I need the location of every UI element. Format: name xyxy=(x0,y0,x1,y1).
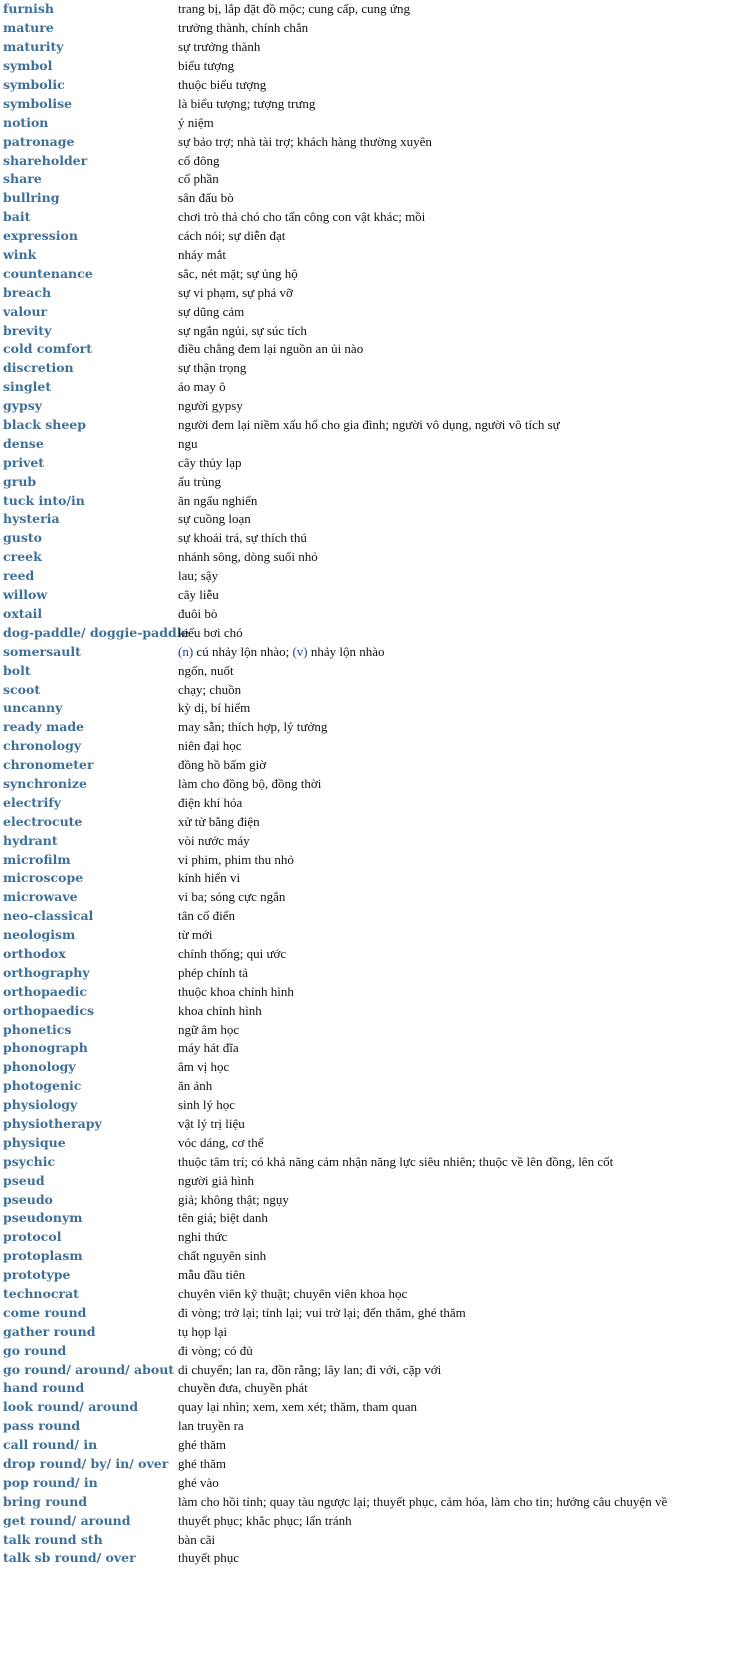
vocab-row xyxy=(0,1303,738,1322)
vocab-meaning: cách nói; sự diễn đạt xyxy=(178,228,286,244)
vocab-meaning: sự thận trọng xyxy=(178,360,247,376)
vocab-row xyxy=(0,1228,738,1247)
vocab-row xyxy=(0,227,738,246)
vocab-row xyxy=(0,359,738,378)
vocab-term: mature xyxy=(3,20,54,36)
vocab-meaning: áo may ô xyxy=(178,379,226,395)
vocab-meaning: cổ phần xyxy=(178,171,219,187)
vocab-row xyxy=(0,1511,738,1530)
vocab-term: phonology xyxy=(3,1059,76,1075)
vocab-row xyxy=(0,605,738,624)
vocab-term: pseud xyxy=(3,1172,45,1188)
vocab-row xyxy=(0,529,738,548)
vocab-term: patronage xyxy=(3,133,75,149)
vocab-row xyxy=(0,340,738,359)
vocab-term: grub xyxy=(3,473,37,489)
vocab-term: psychic xyxy=(3,1153,56,1169)
vocab-term: synchronize xyxy=(3,775,87,791)
vocab-meaning: bàn cãi xyxy=(178,1531,216,1547)
vocab-meaning: ngốn, nuốt xyxy=(178,662,234,678)
vocab-term: protoplasm xyxy=(3,1248,83,1264)
vocab-term: electrocute xyxy=(3,813,83,829)
vocab-meaning: quay lại nhìn; xem, xem xét; thăm, tham quan xyxy=(178,1399,418,1415)
vocab-meaning: sắc, nét mặt; sự ủng hộ xyxy=(178,265,298,281)
vocab-meaning: kính hiển vi xyxy=(178,870,241,886)
vocab-meaning: di chuyển; lan ra, đồn rằng; lây lan; đi với, cặp với xyxy=(178,1361,442,1377)
vocab-meaning: máy hát đĩa xyxy=(178,1040,239,1056)
vocab-term: wink xyxy=(3,247,37,263)
vocab-meaning: đi vòng; có đủ xyxy=(178,1342,253,1358)
vocab-row xyxy=(0,453,738,472)
vocab-meaning: người giả hình xyxy=(178,1172,255,1188)
vocab-meaning: chính thống; qui ước xyxy=(178,945,287,961)
vocab-meaning: ấu trùng xyxy=(178,473,221,489)
vocab-term: neo-classical xyxy=(3,908,94,924)
vocab-row xyxy=(0,151,738,170)
vocab-meaning: âm vị học xyxy=(178,1059,230,1075)
vocab-term: drop round/ by/ in/ over xyxy=(3,1456,169,1472)
meaning-segment: nhảy lộn nhào xyxy=(307,643,385,659)
vocab-term: notion xyxy=(3,114,49,130)
vocab-meaning: tân cổ điển xyxy=(178,908,236,924)
vocab-row xyxy=(0,57,738,76)
vocab-meaning: sự ngắn ngủi, sự súc tích xyxy=(178,322,307,338)
vocab-row xyxy=(0,548,738,567)
vocab-row xyxy=(0,1530,738,1549)
vocab-meaning: thuyết phục; khắc phục; lẩn tránh xyxy=(178,1512,352,1528)
vocab-term: uncanny xyxy=(3,700,63,716)
vocab-term: phonetics xyxy=(3,1021,72,1037)
vocab-term: privet xyxy=(3,454,45,470)
vocab-row xyxy=(0,642,738,661)
vocab-meaning: sự vi phạm, sự phá vỡ xyxy=(178,284,293,300)
vocab-meaning: ăn ảnh xyxy=(178,1078,213,1094)
vocab-meaning: xử tử bằng điện xyxy=(178,813,260,829)
vocab-row xyxy=(0,1455,738,1474)
vocab-term: bait xyxy=(3,209,31,225)
vocab-row xyxy=(0,1077,738,1096)
vocab-meaning: lan truyền ra xyxy=(178,1418,244,1434)
vocab-row xyxy=(0,472,738,491)
vocab-term: chronometer xyxy=(3,757,94,773)
vocab-meaning: ghé vào xyxy=(178,1474,219,1490)
vocab-term: orthodox xyxy=(3,945,66,961)
vocab-meaning: mẫu đầu tiên xyxy=(178,1267,246,1283)
vocab-term: microwave xyxy=(3,889,78,905)
vocab-term: microscope xyxy=(3,870,84,886)
vocab-meaning: ăn ngấu nghiến xyxy=(178,492,258,508)
vocab-term: gusto xyxy=(3,530,42,546)
vocab-meaning: kiểu bơi chó xyxy=(178,624,243,640)
vocab-row xyxy=(0,907,738,926)
vocab-term: orthography xyxy=(3,964,90,980)
vocab-meaning: tụ họp lại xyxy=(178,1323,228,1339)
vocab-term: neologism xyxy=(3,927,76,943)
vocab-term: phonograph xyxy=(3,1040,88,1056)
vocab-term: physique xyxy=(3,1134,66,1150)
vocab-term: expression xyxy=(3,228,78,244)
vocab-term: scoot xyxy=(3,681,41,697)
vocab-meaning: chạy; chuồn xyxy=(178,681,242,697)
vocab-meaning: điện khí hóa xyxy=(178,794,243,810)
vocab-row xyxy=(0,264,738,283)
vocab-meaning: biểu tượng xyxy=(178,58,235,74)
vocab-row xyxy=(0,1058,738,1077)
vocab-row xyxy=(0,1285,738,1304)
vocab-row xyxy=(0,491,738,510)
vocab-row xyxy=(0,1039,738,1058)
vocab-row xyxy=(0,812,738,831)
vocab-meaning: thuyết phục xyxy=(178,1550,240,1566)
vocab-row xyxy=(0,434,738,453)
vocab-meaning: ý niệm xyxy=(178,114,214,130)
vocab-meaning: đồng hồ bấm giờ xyxy=(178,757,267,773)
vocab-row xyxy=(0,982,738,1001)
vocab-term: brevity xyxy=(3,322,52,338)
vocab-row xyxy=(0,397,738,416)
vocab-meaning: làm cho hồi tỉnh; quay tàu ngược lại; thuyết phục, cảm hóa, làm cho tin; hướng câu chuyện về xyxy=(178,1493,668,1509)
vocab-term: gypsy xyxy=(3,398,43,414)
vocab-row xyxy=(0,737,738,756)
vocab-meaning: giả; không thật; ngụy xyxy=(178,1191,289,1207)
vocab-row xyxy=(0,945,738,964)
vocab-term: gather round xyxy=(3,1323,96,1339)
vocab-term: singlet xyxy=(3,379,52,395)
vocab-row xyxy=(0,1190,738,1209)
vocab-meaning: sân đấu bò xyxy=(178,190,234,206)
vocab-row xyxy=(0,1001,738,1020)
vocab-term: electrify xyxy=(3,794,62,810)
vocab-term: willow xyxy=(3,587,48,603)
vocab-row xyxy=(0,586,738,605)
vocab-row xyxy=(0,510,738,529)
vocab-row xyxy=(0,661,738,680)
vocab-meaning: ngu xyxy=(178,435,198,451)
vocab-row xyxy=(0,246,738,265)
vocab-term: orthopaedics xyxy=(3,1002,95,1018)
vocab-term: valour xyxy=(3,303,48,319)
vocab-meaning: niên đại học xyxy=(178,738,242,754)
vocab-meaning: sự bảo trợ; nhà tài trợ; khách hàng thường xuyên xyxy=(178,133,432,149)
meaning-segment: cú nhảy lộn nhào; xyxy=(193,643,293,659)
vocab-meaning xyxy=(178,642,738,661)
vocab-row xyxy=(0,963,738,982)
vocab-row xyxy=(0,113,738,132)
vocab-term: talk round sth xyxy=(3,1531,103,1547)
vocab-meaning: đi vòng; trở lại; tỉnh lại; vui trở lại; đến thăm, ghé thăm xyxy=(178,1304,466,1320)
part-of-speech-tag: (v) xyxy=(292,643,308,659)
vocab-term: pseudonym xyxy=(3,1210,83,1226)
vocab-term: shareholder xyxy=(3,152,88,168)
vocab-meaning: nháy mắt xyxy=(178,247,227,263)
vocab-term: come round xyxy=(3,1304,87,1320)
vocab-meaning: chơi trò thả chó cho tấn công con vật khác; mồi xyxy=(178,209,426,225)
vocab-meaning: khoa chỉnh hình xyxy=(178,1002,262,1018)
vocab-term: bullring xyxy=(3,190,60,206)
vocab-row xyxy=(0,1549,738,1568)
vocab-term: somersault xyxy=(3,643,81,659)
vocab-term: hydrant xyxy=(3,832,58,848)
vocab-row xyxy=(0,1360,738,1379)
vocab-term: bring round xyxy=(3,1493,88,1509)
vocab-meaning: nghi thức xyxy=(178,1229,228,1245)
vocab-term: photogenic xyxy=(3,1078,82,1094)
vocab-meaning: sự dũng cảm xyxy=(178,303,245,319)
vocab-term: share xyxy=(3,171,42,187)
vocab-row xyxy=(0,0,738,19)
vocab-row xyxy=(0,888,738,907)
vocab-meaning: vật lý trị liệu xyxy=(178,1115,245,1131)
vocab-row xyxy=(0,1209,738,1228)
vocab-row xyxy=(0,793,738,812)
vocab-row xyxy=(0,680,738,699)
vocab-row xyxy=(0,76,738,95)
vocab-term: look round/ around xyxy=(3,1399,139,1415)
vocab-term: maturity xyxy=(3,39,64,55)
vocab-term: hand round xyxy=(3,1380,85,1396)
vocab-meaning: ghé thăm xyxy=(178,1456,227,1472)
vocab-term: symbolise xyxy=(3,95,73,111)
vocab-row xyxy=(0,1322,738,1341)
vocab-row xyxy=(0,869,738,888)
vocab-row xyxy=(0,623,738,642)
vocab-term: pop round/ in xyxy=(3,1474,98,1490)
vocab-term: orthopaedic xyxy=(3,983,88,999)
vocab-term: chronology xyxy=(3,738,82,754)
vocab-row xyxy=(0,416,738,435)
vocab-row xyxy=(0,1341,738,1360)
vocab-meaning: đuôi bò xyxy=(178,605,218,621)
vocab-meaning: vòi nước máy xyxy=(178,832,250,848)
vocab-term: creek xyxy=(3,549,42,565)
vocab-term: black sheep xyxy=(3,417,86,433)
vocab-row xyxy=(0,1096,738,1115)
vocab-row xyxy=(0,321,738,340)
vocab-row xyxy=(0,926,738,945)
vocab-row xyxy=(0,1473,738,1492)
vocab-row xyxy=(0,850,738,869)
vocab-term: tuck into/in xyxy=(3,492,85,508)
vocab-term: countenance xyxy=(3,265,93,281)
vocab-meaning: tên giả; biệt danh xyxy=(178,1210,268,1226)
vocab-meaning: điều chẳng đem lại nguồn an ủi nào xyxy=(178,341,364,357)
vocab-row xyxy=(0,208,738,227)
vocab-meaning: sự khoái trá, sự thích thú xyxy=(178,530,307,546)
vocab-meaning: sự trưởng thành xyxy=(178,39,261,55)
vocab-term: discretion xyxy=(3,360,74,376)
vocab-row xyxy=(0,170,738,189)
vocab-term: dog-paddle/ doggie-paddle xyxy=(3,624,190,640)
vocab-row xyxy=(0,1133,738,1152)
vocab-row xyxy=(0,94,738,113)
vocab-row xyxy=(0,718,738,737)
vocab-term: pseudo xyxy=(3,1191,53,1207)
vocab-meaning: là biểu tượng; tượng trưng xyxy=(178,95,316,111)
vocab-row xyxy=(0,38,738,57)
vocab-term: furnish xyxy=(3,1,55,17)
vocab-row xyxy=(0,19,738,38)
vocab-term: go round/ around/ about xyxy=(3,1361,175,1377)
vocab-meaning: kỳ dị, bí hiểm xyxy=(178,700,251,716)
vocab-meaning: trang bị, lắp đặt đồ mộc; cung cấp, cung ứng xyxy=(178,1,410,17)
part-of-speech-tag: (n) xyxy=(178,643,194,659)
vocab-term: protocol xyxy=(3,1229,62,1245)
vocab-row xyxy=(0,775,738,794)
vocab-meaning: cây liễu xyxy=(178,587,219,603)
vocab-row xyxy=(0,1266,738,1285)
vocab-term: symbol xyxy=(3,58,53,74)
vocab-row xyxy=(0,831,738,850)
vocab-row xyxy=(0,189,738,208)
vocab-row xyxy=(0,1492,738,1511)
vocab-row xyxy=(0,1436,738,1455)
vocab-term: prototype xyxy=(3,1267,71,1283)
vocab-meaning: lau; sậy xyxy=(178,568,219,584)
vocab-meaning: làm cho đồng bộ, đồng thời xyxy=(178,775,322,791)
vocab-meaning: nhánh sông, dòng suối nhỏ xyxy=(178,549,318,565)
vocab-row xyxy=(0,283,738,302)
vocab-row xyxy=(0,1398,738,1417)
vocab-row xyxy=(0,1379,738,1398)
vocab-term: dense xyxy=(3,435,44,451)
vocab-row xyxy=(0,756,738,775)
vocab-term: reed xyxy=(3,568,35,584)
vocab-term: physiotherapy xyxy=(3,1115,102,1131)
vocab-term: go round xyxy=(3,1342,67,1358)
vocab-term: breach xyxy=(3,284,52,300)
vocab-meaning: chuyên viên kỹ thuật; chuyên viên khoa học xyxy=(178,1286,408,1301)
vocab-meaning: vóc dáng, cơ thể xyxy=(178,1134,264,1150)
vocab-term: bolt xyxy=(3,662,31,678)
vocab-row xyxy=(0,1247,738,1266)
vocab-meaning: thuộc khoa chỉnh hình xyxy=(178,983,294,999)
vocab-meaning: người gypsy xyxy=(178,398,243,414)
vocab-meaning: chuyền đưa, chuyền phát xyxy=(178,1380,308,1396)
vocab-meaning: phép chính tả xyxy=(178,964,249,980)
vocab-term: cold comfort xyxy=(3,341,93,357)
vocab-term: ready made xyxy=(3,719,85,735)
vocab-term: oxtail xyxy=(3,605,43,621)
vocab-meaning: vi ba; sóng cực ngắn xyxy=(178,889,286,905)
vocab-row xyxy=(0,699,738,718)
vocab-meaning: từ mới xyxy=(178,927,213,943)
vocab-meaning: trưởng thành, chính chắn xyxy=(178,20,309,36)
vocab-meaning: sinh lý học xyxy=(178,1097,236,1113)
vocab-meaning: thuộc biểu tượng xyxy=(178,77,267,92)
vocab-meaning: thuộc tâm trí; có khả năng cảm nhận năng lực siêu nhiên; thuộc về lên đồng, lên cốt xyxy=(178,1153,614,1169)
vocab-term: call round/ in xyxy=(3,1437,98,1453)
vocab-row xyxy=(0,567,738,586)
vocab-meaning: người đem lại niềm xấu hổ cho gia đình; người vô dụng, người vô tích sự xyxy=(178,417,560,433)
vocab-row xyxy=(0,378,738,397)
vocab-term: talk sb round/ over xyxy=(3,1550,136,1566)
vocab-meaning: sự cuồng loạn xyxy=(178,511,251,527)
vocab-term: symbolic xyxy=(3,77,65,92)
vocab-term: pass round xyxy=(3,1418,81,1434)
vocab-term: physiology xyxy=(3,1097,78,1113)
vocab-meaning: vi phim, phim thu nhỏ xyxy=(178,851,294,867)
vocab-row xyxy=(0,1171,738,1190)
vocab-meaning: ngữ âm học xyxy=(178,1021,240,1037)
vocab-row xyxy=(0,1417,738,1436)
vocab-meaning: cổ đông xyxy=(178,152,220,168)
vocab-row xyxy=(0,302,738,321)
vocab-row xyxy=(0,1115,738,1134)
vocab-meaning: may sẵn; thích hợp, lý tưởng xyxy=(178,719,328,735)
vocab-meaning: cây thủy lạp xyxy=(178,454,242,470)
vocab-row xyxy=(0,132,738,151)
vocab-row xyxy=(0,1020,738,1039)
vocab-term: technocrat xyxy=(3,1286,79,1301)
vocab-term: hysteria xyxy=(3,511,60,527)
vocab-meaning: chất nguyên sinh xyxy=(178,1248,267,1264)
vocab-term: get round/ around xyxy=(3,1512,131,1528)
vocab-row xyxy=(0,1152,738,1171)
vocab-term: microfilm xyxy=(3,851,71,867)
vocab-meaning: ghé thăm xyxy=(178,1437,227,1453)
